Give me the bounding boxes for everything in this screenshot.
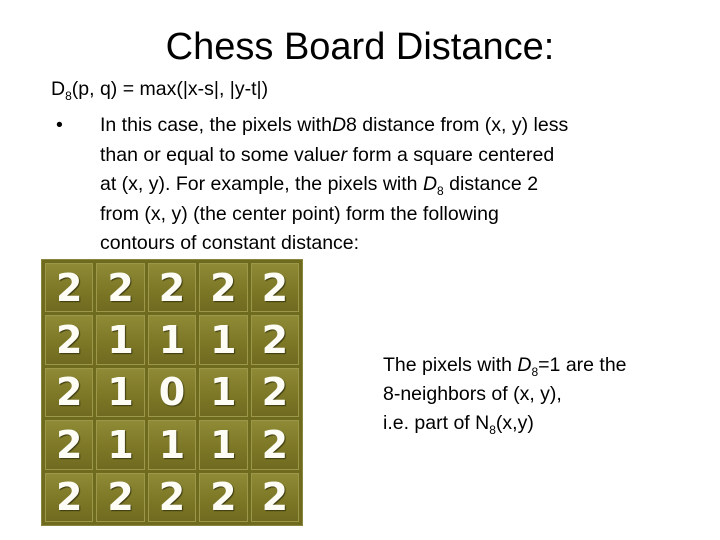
bullet-paragraph <box>100 111 700 259</box>
para-line-1 <box>100 111 700 141</box>
para-subscript: 8 <box>437 184 444 198</box>
slide-title: Chess Board Distance: <box>165 26 555 68</box>
para-text: In this case, the pixels with <box>100 114 332 136</box>
para-italic-r: r <box>340 143 348 166</box>
grid-cell: 1 <box>199 420 247 469</box>
note-text: i.e. part of N <box>383 412 490 434</box>
distance-grid <box>41 259 303 526</box>
para-text: form a square centered <box>347 143 555 166</box>
para-line-3 <box>100 170 700 200</box>
formula-expression: (p, q) = max(|x-s|, |y-t|) <box>71 78 269 100</box>
grid-cell: 2 <box>251 368 299 417</box>
note-line-3 <box>383 409 627 438</box>
para-text: 8 distance from (x, y) less <box>346 114 569 136</box>
grid-cell: 2 <box>251 263 299 312</box>
grid-cell: 1 <box>96 420 144 469</box>
grid-cell: 0 <box>148 368 196 417</box>
para-text: distance 2 <box>443 173 539 195</box>
formula-subscript: 8 <box>65 89 72 103</box>
note-text: The pixels with <box>383 354 518 376</box>
para-italic-d: D <box>422 173 438 195</box>
grid-cell: 1 <box>96 315 144 364</box>
para-line-4: from (x, y) (the center point) form the following <box>100 202 499 225</box>
grid-cell: 2 <box>199 263 247 312</box>
para-line-5: contours of constant distance: <box>100 232 360 254</box>
grid-cell: 2 <box>251 315 299 364</box>
grid-cell: 2 <box>45 473 93 522</box>
note-text: (x,y) <box>495 412 534 434</box>
para-text: than or equal to some value <box>100 143 341 166</box>
para-text: at (x, y). For example, the pixels with <box>100 173 423 195</box>
grid-cell: 2 <box>45 420 93 469</box>
grid-cell: 1 <box>199 368 247 417</box>
note-italic-d: D <box>517 354 532 376</box>
formula-d: D <box>51 78 66 100</box>
note-text: =1 are the <box>538 354 627 376</box>
grid-cell: 1 <box>148 420 196 469</box>
grid-cell: 2 <box>45 263 93 312</box>
grid-cell: 2 <box>45 315 93 364</box>
note-line-1 <box>383 351 627 380</box>
grid-cell: 1 <box>96 368 144 417</box>
grid-cell: 2 <box>199 473 247 522</box>
grid-cell: 2 <box>148 473 196 522</box>
note-subscript: 8 <box>531 365 539 379</box>
note-line-2: 8-neighbors of (x, y), <box>383 383 562 405</box>
grid-cell: 2 <box>96 263 144 312</box>
grid-cell: 1 <box>199 315 247 364</box>
grid-cell: 2 <box>148 263 196 312</box>
para-line-2 <box>100 141 700 171</box>
grid-cell: 2 <box>45 368 93 417</box>
formula <box>51 77 268 101</box>
para-italic-d: D <box>331 114 347 136</box>
grid-cell: 2 <box>251 420 299 469</box>
bullet-marker: • <box>56 114 63 136</box>
grid-cell: 1 <box>148 315 196 364</box>
side-note <box>383 351 627 438</box>
note-subscript: 8 <box>489 423 496 437</box>
grid-cell: 2 <box>96 473 144 522</box>
grid-cell: 2 <box>251 473 299 522</box>
